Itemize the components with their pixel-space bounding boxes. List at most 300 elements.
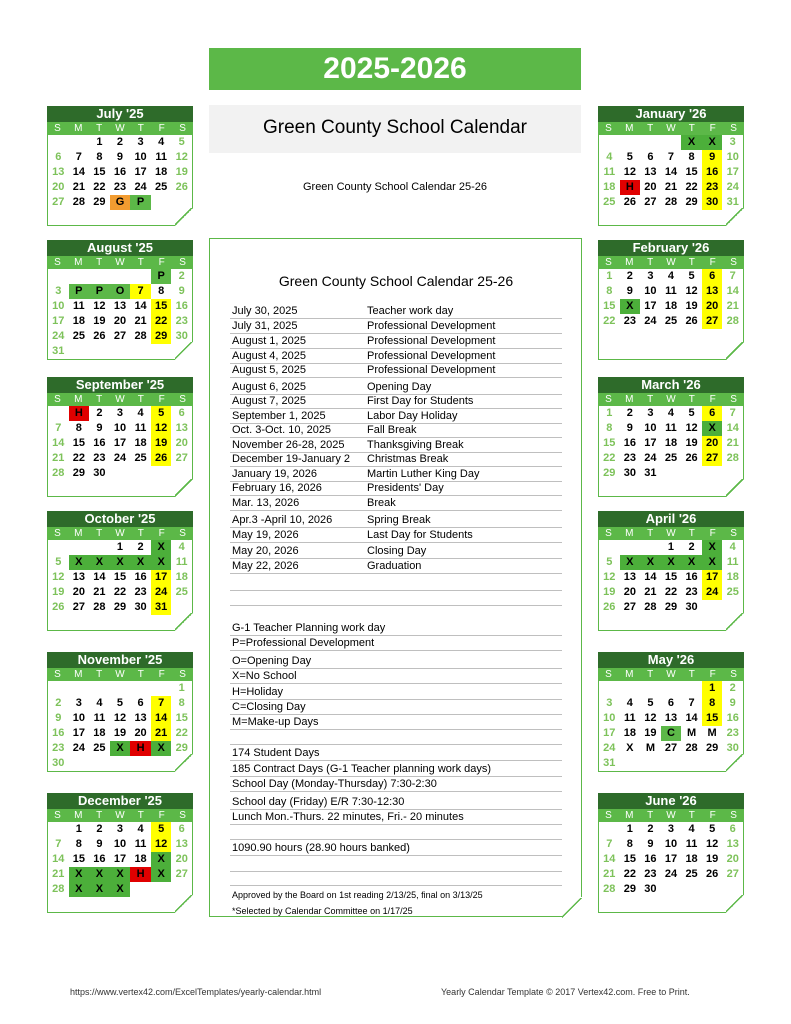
calendar-day: 12	[113, 712, 127, 724]
calendar-day: 17	[644, 300, 657, 312]
calendar-day: 26	[603, 601, 616, 613]
row-text: School Day (Monday-Thursday) 7:30-2:30	[232, 778, 437, 790]
weekday-label: F	[158, 257, 165, 268]
calendar-day: 4	[606, 151, 613, 163]
weekday-label: T	[647, 669, 654, 680]
weekday-label: S	[54, 257, 61, 268]
calendar-day: 17	[113, 853, 127, 865]
calendar-day: 19	[52, 586, 65, 598]
calendar-day: 27	[702, 451, 723, 466]
calendar-day: 20	[702, 299, 723, 314]
calendar-day: 15	[113, 571, 127, 583]
calendar-day: 12	[175, 151, 188, 163]
row-text: P=Professional Development	[232, 637, 375, 649]
calendar-day: M	[707, 727, 717, 739]
row-text: *Selected by Calendar Committee on 1/17/25	[232, 906, 413, 916]
calendar-day: X	[702, 540, 723, 555]
calendar-day: 16	[726, 712, 739, 724]
calendar-day: 29	[664, 601, 678, 613]
weekday-label: T	[96, 810, 103, 821]
row-desc: First Day for Students	[367, 395, 474, 407]
calendar-day: 22	[151, 314, 172, 329]
calendar-day: 5	[606, 556, 613, 568]
weekday-label: M	[625, 669, 634, 680]
weekday-label: W	[666, 257, 676, 268]
calendar-day: 15	[685, 166, 698, 178]
calendar-day: 24	[603, 742, 616, 754]
weekday-label: S	[179, 528, 186, 539]
calendar-day: 20	[623, 586, 636, 598]
row-text: X=No School	[232, 670, 297, 682]
calendar-day: 23	[644, 868, 657, 880]
weekday-label: W	[115, 810, 125, 821]
calendar-day: X	[151, 852, 172, 867]
calendar-day: 23	[134, 586, 147, 598]
calendar-day: 9	[702, 150, 723, 165]
calendar-day: 1	[626, 823, 633, 835]
school-title: Green County School Calendar	[209, 105, 581, 153]
row-desc: Closing Day	[367, 545, 427, 557]
weekday-label: M	[625, 810, 634, 821]
event-row	[230, 467, 562, 482]
legend-row	[230, 636, 562, 651]
calendar-day: 7	[75, 151, 82, 163]
calendar-day: 11	[665, 422, 677, 434]
calendar-day: 9	[626, 285, 633, 297]
weekday-header	[47, 393, 193, 406]
row-text: G-1 Teacher Planning work day	[232, 622, 386, 634]
calendar-day: X	[110, 882, 131, 897]
weekday-label: S	[730, 810, 737, 821]
calendar-day: 4	[729, 541, 736, 553]
blank-row	[230, 591, 562, 606]
blank-row	[230, 857, 562, 872]
calendar-day: 16	[702, 165, 723, 180]
weekday-label: S	[605, 528, 612, 539]
subtitle: Green County School Calendar 25-26	[302, 181, 488, 193]
note-row	[230, 810, 562, 825]
calendar-day: 13	[113, 300, 127, 312]
calendar-day: 28	[93, 601, 106, 613]
calendar-day: 20	[644, 181, 657, 193]
calendar-day: 12	[644, 712, 657, 724]
weekday-header	[598, 122, 744, 135]
weekday-label: S	[730, 257, 737, 268]
calendar-day: 22	[113, 586, 127, 598]
calendar-day: 30	[685, 601, 698, 613]
calendar-day: 11	[134, 422, 147, 434]
legend-row	[230, 685, 562, 700]
calendar-day: 11	[624, 712, 636, 724]
weekday-header	[598, 256, 744, 269]
calendar-day: 19	[151, 436, 172, 451]
calendar-day: 29	[93, 196, 106, 208]
calendar-day: 1	[178, 682, 185, 694]
event-row	[230, 380, 562, 395]
calendar-day: 19	[113, 727, 127, 739]
calendar-day: 15	[603, 437, 616, 449]
calendar-day: 26	[685, 452, 698, 464]
year-banner: 2025-2026	[209, 48, 581, 90]
event-row	[230, 304, 562, 319]
calendar-day: 12	[685, 422, 698, 434]
calendar-day: X	[151, 867, 172, 882]
calendar-day: 2	[178, 270, 185, 282]
calendar-day: 4	[667, 270, 675, 282]
calendar-day: X	[661, 555, 682, 570]
calendar-day: 16	[623, 437, 636, 449]
weekday-label: T	[647, 394, 654, 405]
row-desc: Labor Day Holiday	[367, 410, 458, 422]
calendar-day: 27	[702, 314, 723, 329]
event-row	[230, 363, 562, 378]
month-title: July '25	[47, 106, 193, 122]
calendar-day: 31	[726, 196, 739, 208]
calendar-day: 14	[726, 422, 739, 434]
weekday-header	[598, 527, 744, 540]
weekday-label: S	[730, 394, 737, 405]
weekday-label: F	[158, 810, 165, 821]
calendar-day: 7	[606, 838, 613, 850]
calendar-day: 19	[644, 727, 657, 739]
calendar-day: 3	[667, 823, 675, 835]
weekday-label: T	[137, 123, 144, 134]
calendar-day: 14	[726, 285, 739, 297]
blank-row	[230, 576, 562, 591]
calendar-day: 15	[623, 853, 636, 865]
calendar-day: 7	[55, 422, 62, 434]
calendar-day: 25	[134, 452, 147, 464]
calendar-day: P	[69, 284, 90, 299]
calendar-day: 10	[603, 712, 616, 724]
month-title: November '25	[47, 652, 193, 668]
calendar-day: 15	[72, 437, 85, 449]
calendar-day: 6	[702, 269, 723, 284]
weekday-label: T	[688, 669, 695, 680]
calendar-day: 4	[137, 407, 144, 419]
calendar-day: X	[89, 555, 110, 570]
calendar-day: 9	[116, 151, 124, 163]
calendar-day: H	[130, 867, 151, 882]
calendar-day: 18	[155, 166, 168, 178]
calendar-day: 2	[55, 697, 62, 709]
calendar-day: 21	[52, 868, 65, 880]
calendar-day: 10	[644, 422, 657, 434]
calendar-day: 25	[664, 452, 678, 464]
calendar-day: 16	[93, 437, 106, 449]
row-text: Oct. 3-Oct. 10, 2025	[232, 424, 332, 436]
calendar-day: 12	[685, 285, 698, 297]
month-title: October '25	[47, 511, 193, 527]
event-row	[230, 394, 562, 409]
calendar-day: 19	[685, 300, 698, 312]
calendar-day: 30	[93, 467, 106, 479]
calendar-day: X	[130, 555, 151, 570]
calendar-day: 5	[647, 697, 654, 709]
calendar-day: 14	[52, 853, 65, 865]
month-calendar	[47, 793, 193, 913]
calendar-day: 6	[137, 697, 144, 709]
weekday-label: M	[74, 123, 83, 134]
weekday-header	[598, 809, 744, 822]
row-text: 1090.90 hours (28.90 hours banked)	[232, 842, 410, 854]
month-calendar	[598, 106, 744, 226]
calendar-day: 3	[75, 697, 82, 709]
weekday-label: T	[688, 257, 695, 268]
event-row	[230, 496, 562, 511]
calendar-day: 9	[729, 697, 736, 709]
calendar-day: 25	[685, 868, 698, 880]
calendar-day: 20	[175, 437, 188, 449]
calendar-day: 25	[726, 586, 739, 598]
calendar-day: X	[702, 555, 723, 570]
weekday-header	[47, 809, 193, 822]
calendar-day: 9	[178, 285, 185, 297]
footer-credit: Yearly Calendar Template © 2017 Vertex42.com. Free to Print.	[441, 987, 690, 997]
weekday-label: M	[625, 257, 634, 268]
calendar-day: 2	[688, 541, 695, 553]
row-desc: Professional Development	[367, 335, 496, 347]
calendar-day: 18	[726, 571, 739, 583]
calendar-day: X	[620, 299, 641, 314]
weekday-label: M	[625, 394, 634, 405]
calendar-day: 25	[72, 330, 85, 342]
month-calendar	[598, 511, 744, 631]
calendar-day: 4	[688, 823, 695, 835]
calendar-day: 11	[155, 151, 167, 163]
row-text: 185 Contract Days (G-1 Teacher planning work days)	[232, 763, 492, 775]
weekday-label: T	[96, 528, 103, 539]
row-desc: Christmas Break	[367, 453, 449, 465]
calendar-day: P	[130, 195, 151, 210]
calendar-day: 20	[726, 853, 739, 865]
calendar-day: 28	[52, 467, 65, 479]
calendar-day: 30	[644, 883, 657, 895]
weekday-label: T	[647, 257, 654, 268]
calendar-day: 25	[93, 742, 106, 754]
blank-row	[230, 730, 562, 745]
calendar-day: 12	[151, 837, 172, 852]
calendar-day: 24	[644, 452, 657, 464]
weekday-label: M	[625, 528, 634, 539]
calendar-day: P	[151, 269, 172, 284]
weekday-label: S	[179, 669, 186, 680]
month-calendar	[47, 511, 193, 631]
calendar-day: 21	[603, 868, 616, 880]
calendar-day: 4	[96, 697, 103, 709]
calendar-day: H	[69, 406, 90, 421]
row-text: Lunch Mon.-Thurs. 22 minutes, Fri.- 20 minutes	[232, 811, 464, 823]
weekday-label: W	[666, 528, 676, 539]
calendar-day: 24	[702, 585, 723, 600]
legend-row	[230, 621, 562, 636]
calendar-day: 29	[685, 196, 698, 208]
row-text: School day (Friday) E/R 7:30-12:30	[232, 796, 405, 808]
month-title: September '25	[47, 377, 193, 393]
calendar-day: 26	[175, 181, 188, 193]
calendar-day: 21	[151, 726, 172, 741]
row-text: Approved by the Board on 1st reading 2/13/25, final on 3/13/25	[232, 890, 483, 900]
row-desc: Professional Development	[367, 350, 496, 362]
calendar-day: 20	[134, 727, 147, 739]
weekday-label: W	[115, 669, 125, 680]
calendar-day: 22	[603, 315, 616, 327]
row-desc: Martin Luther King Day	[367, 468, 480, 480]
month-calendar	[598, 377, 744, 497]
event-row	[230, 423, 562, 438]
row-desc: Spring Break	[367, 514, 431, 526]
weekday-label: F	[158, 528, 165, 539]
event-row	[230, 452, 562, 467]
calendar-day: 10	[52, 300, 65, 312]
calendar-day: 5	[151, 822, 172, 837]
calendar-day: 26	[623, 196, 636, 208]
approval-row	[230, 904, 562, 918]
weekday-label: S	[605, 257, 612, 268]
row-desc: Break	[367, 497, 396, 509]
calendar-day: X	[702, 421, 723, 436]
calendar-day: 6	[178, 823, 185, 835]
row-text: November 26-28, 2025	[232, 439, 345, 451]
calendar-day: 22	[72, 452, 85, 464]
weekday-label: S	[54, 394, 61, 405]
weekday-label: M	[74, 810, 83, 821]
weekday-label: T	[688, 394, 695, 405]
row-text: December 19-January 2	[232, 453, 351, 465]
calendar-day: 9	[626, 422, 633, 434]
calendar-day: 20	[702, 436, 723, 451]
calendar-day: 7	[667, 151, 675, 163]
calendar-day: 1	[75, 823, 82, 835]
calendar-day: 23	[623, 452, 636, 464]
calendar-day: 28	[134, 330, 147, 342]
calendar-day: 27	[113, 330, 127, 342]
calendar-day: 11	[685, 838, 698, 850]
calendar-day: 11	[134, 838, 147, 850]
legend-row	[230, 700, 562, 715]
calendar-day: 22	[175, 727, 188, 739]
row-desc: Teacher work day	[367, 305, 454, 317]
calendar-day: X	[110, 555, 131, 570]
note-row	[230, 777, 562, 792]
calendar-day: X	[110, 867, 131, 882]
calendar-day: C	[661, 726, 682, 741]
calendar-day: 23	[685, 586, 698, 598]
calendar-day: 2	[137, 541, 144, 553]
weekday-label: T	[647, 528, 654, 539]
row-text: July 31, 2025	[232, 320, 298, 332]
calendar-day: 22	[603, 452, 616, 464]
weekday-label: S	[605, 123, 612, 134]
calendar-day: 10	[72, 712, 85, 724]
weekday-label: F	[709, 123, 716, 134]
calendar-day: 13	[623, 571, 636, 583]
calendar-day: 1	[606, 270, 613, 282]
weekday-label: F	[158, 669, 165, 680]
calendar-day: 8	[75, 838, 82, 850]
calendar-day: 5	[178, 136, 185, 148]
note-row	[230, 841, 562, 856]
calendar-day: X	[110, 741, 131, 756]
calendar-day: 11	[726, 556, 739, 568]
calendar-day: 26	[685, 315, 698, 327]
calendar-day: 5	[688, 407, 695, 419]
calendar-day: 17	[72, 727, 85, 739]
calendar-day: 4	[137, 823, 144, 835]
note-row	[230, 746, 562, 761]
calendar-day: 11	[665, 285, 677, 297]
calendar-day: X	[69, 882, 90, 897]
calendar-day: 5	[116, 697, 124, 709]
month-title: August '25	[47, 240, 193, 256]
weekday-label: S	[730, 528, 737, 539]
calendar-day: 8	[158, 285, 165, 297]
calendar-day: 21	[52, 452, 65, 464]
month-calendar	[47, 106, 193, 226]
legend-row	[230, 654, 562, 669]
note-row	[230, 795, 562, 810]
weekday-label: T	[96, 123, 103, 134]
calendar-day: 16	[644, 853, 657, 865]
calendar-day: M	[686, 727, 697, 739]
calendar-day: 29	[151, 329, 172, 344]
calendar-day: 27	[175, 452, 188, 464]
calendar-day: 8	[702, 696, 723, 711]
footer-url[interactable]: https://www.vertex42.com/ExcelTemplates/yearly-calendar.html	[70, 987, 322, 997]
calendar-day: 7	[729, 270, 736, 282]
event-row	[230, 409, 562, 424]
calendar-day: 20	[175, 853, 188, 865]
row-desc: Thanksgiving Break	[367, 439, 464, 451]
calendar-day: 15	[603, 300, 616, 312]
calendar-day: 3	[647, 407, 654, 419]
weekday-header	[47, 527, 193, 540]
calendar-day: 12	[151, 421, 172, 436]
calendar-day: X	[620, 555, 641, 570]
calendar-day: 9	[647, 838, 654, 850]
calendar-day: 21	[726, 300, 739, 312]
calendar-day: 29	[113, 601, 127, 613]
calendar-day: 18	[72, 315, 85, 327]
calendar-day: 12	[93, 300, 106, 312]
weekday-label: W	[115, 394, 125, 405]
calendar-day: 22	[664, 586, 678, 598]
calendar-day: 5	[709, 823, 716, 835]
calendar-day: 14	[644, 571, 657, 583]
calendar-day: 23	[702, 180, 723, 195]
weekday-label: W	[666, 123, 676, 134]
weekday-label: F	[709, 669, 716, 680]
calendar-day: 14	[93, 571, 106, 583]
calendar-day: 19	[603, 586, 616, 598]
calendar-day: 3	[729, 136, 736, 148]
calendar-day: 18	[664, 300, 678, 312]
calendar-day: 30	[726, 742, 739, 754]
calendar-day: 8	[178, 697, 185, 709]
calendar-day: 13	[726, 838, 739, 850]
calendar-day: 18	[134, 853, 147, 865]
calendar-day: 5	[55, 556, 62, 568]
calendar-day: 7	[55, 838, 62, 850]
row-text: May 22, 2026	[232, 560, 299, 572]
calendar-day: 24	[644, 315, 657, 327]
calendar-day: 28	[726, 452, 739, 464]
calendar-day: 28	[72, 196, 85, 208]
weekday-label: T	[137, 394, 144, 405]
calendar-day: 6	[729, 823, 736, 835]
calendar-day: 14	[134, 300, 147, 312]
weekday-label: S	[605, 810, 612, 821]
